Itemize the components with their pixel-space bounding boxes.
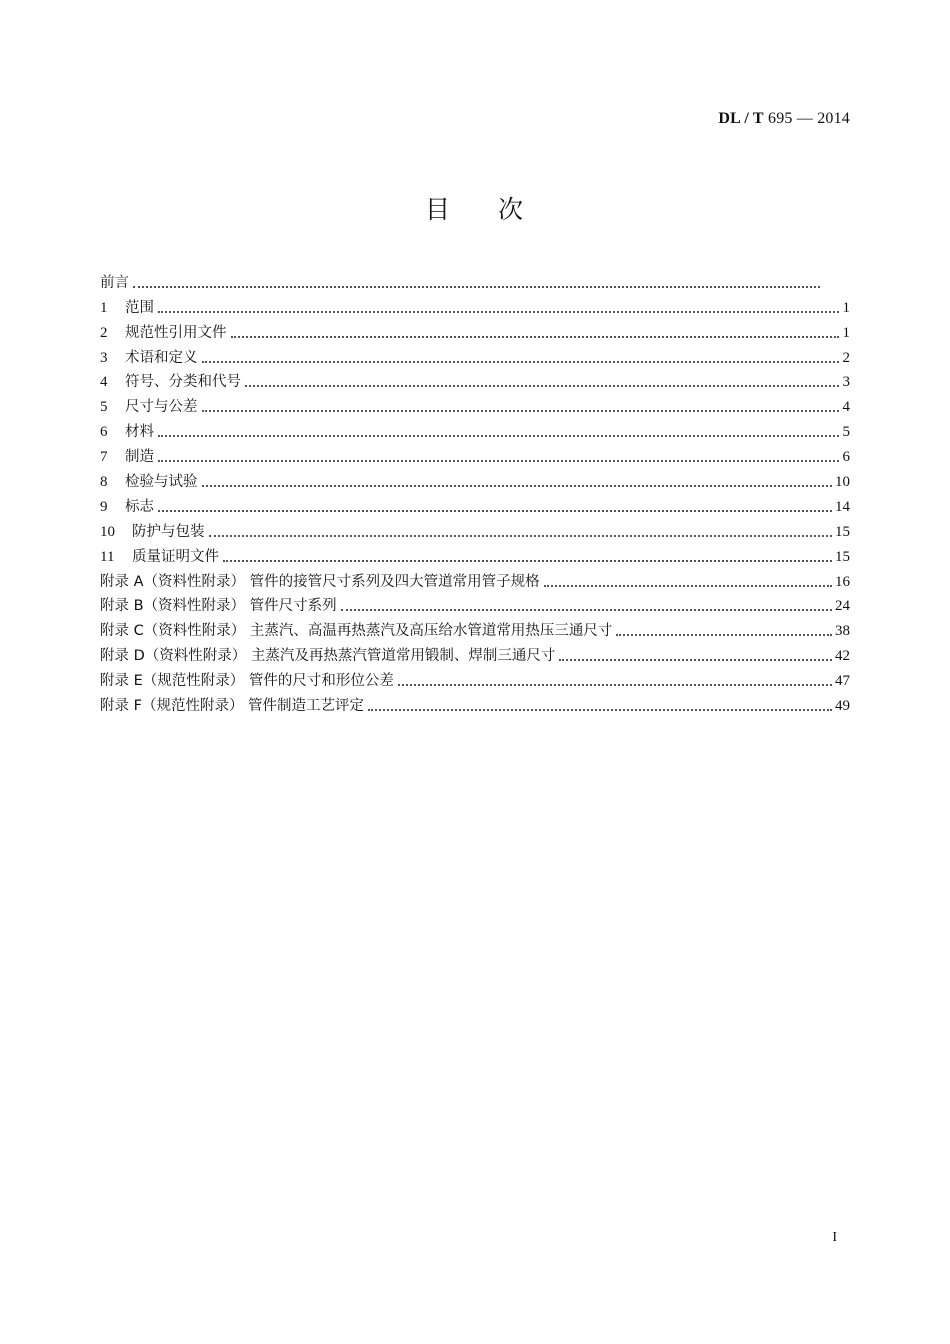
toc-entry-title: 标志	[125, 498, 154, 515]
toc-entry-page: 4	[842, 399, 850, 416]
toc-entry-number: 4	[100, 374, 108, 391]
toc-dot-leader	[223, 560, 832, 562]
toc-entry-number: 8	[100, 474, 108, 491]
toc-entry[interactable]	[100, 616, 850, 641]
toc-entry[interactable]	[100, 542, 850, 567]
toc-entry-number: 6	[100, 424, 108, 441]
toc-entry-page: 38	[835, 623, 850, 640]
toc-entry[interactable]	[100, 641, 850, 666]
toc-entry[interactable]	[100, 592, 850, 617]
toc-entry[interactable]	[100, 343, 850, 368]
toc-entry-number: 11	[100, 548, 115, 565]
toc-entry[interactable]	[100, 318, 850, 343]
page-title-char-2: 次	[498, 195, 526, 224]
toc-entry-label	[100, 497, 154, 517]
toc-entry-page: 6	[842, 449, 850, 466]
toc-entry-page: 15	[835, 548, 850, 565]
toc-entry[interactable]	[100, 691, 850, 716]
toc-entry[interactable]	[100, 293, 850, 318]
toc-entry-page: 1	[842, 299, 850, 316]
toc-entry[interactable]	[100, 417, 850, 442]
toc-entry-title: 附录 F（规范性附录） 管件制造工艺评定	[100, 698, 365, 715]
toc-entry-number: 9	[100, 498, 108, 515]
toc-entry-title: 符号、分类和代号	[125, 374, 241, 391]
toc-entry-page: 10	[835, 474, 850, 491]
toc-entry-page: 2	[842, 349, 850, 366]
toc-dot-leader	[202, 485, 833, 487]
toc-entry-page: 5	[842, 424, 850, 441]
toc-dot-leader	[559, 659, 832, 661]
toc-entry-label	[100, 596, 337, 616]
toc-entry-number: 1	[100, 299, 108, 316]
toc-entry-number: 3	[100, 349, 108, 366]
toc-entry-page: 1	[842, 324, 850, 341]
toc-dot-leader	[202, 361, 840, 363]
page-title	[0, 190, 950, 226]
toc-entry-label	[100, 323, 227, 343]
toc-entry-label	[100, 696, 364, 716]
toc-entry-number: 7	[100, 449, 108, 466]
toc-dot-leader	[158, 435, 839, 437]
standard-code	[718, 110, 850, 128]
toc-entry[interactable]	[100, 392, 850, 417]
page-number: I	[832, 1230, 837, 1245]
toc-entry-title: 质量证明文件	[132, 548, 219, 565]
toc-entry-label	[100, 671, 394, 691]
toc-dot-leader	[133, 286, 820, 288]
toc-dot-leader	[231, 336, 840, 338]
toc-entry-title: 附录 E（规范性附录） 管件的尺寸和形位公差	[100, 673, 394, 690]
page-title-char-1: 目	[424, 195, 452, 224]
toc-entry[interactable]	[100, 567, 850, 592]
toc-entry-number: 10	[100, 523, 115, 540]
toc-entry-label	[100, 522, 205, 542]
toc-entry-label	[100, 273, 129, 293]
toc-entry[interactable]	[100, 666, 850, 691]
toc-entry-title: 附录 B（资料性附录） 管件尺寸系列	[100, 598, 337, 615]
toc-entry-page: 14	[835, 498, 850, 515]
toc-entry-label	[100, 372, 241, 392]
toc-dot-leader	[158, 311, 839, 313]
toc-entry-label	[100, 422, 154, 442]
toc-dot-leader	[158, 510, 832, 512]
toc-dot-leader	[209, 535, 833, 537]
standard-code-prefix: DL / T	[718, 110, 764, 127]
standard-code-suffix: 695 — 2014	[768, 110, 850, 127]
toc-entry-title: 附录 C（资料性附录） 主蒸汽、高温再热蒸汽及高压给水管道常用热压三通尺寸	[100, 623, 613, 640]
toc-entry[interactable]	[100, 442, 850, 467]
toc-entry-page: 47	[835, 673, 850, 690]
toc-entry[interactable]	[100, 517, 850, 542]
toc-dot-leader	[616, 634, 832, 636]
toc-entry[interactable]	[100, 492, 850, 517]
toc-entry-label	[100, 621, 612, 641]
toc-entry-label	[100, 348, 198, 368]
toc-entry-label	[100, 547, 219, 567]
toc-entry-title: 制造	[125, 449, 154, 466]
toc-entry-label	[100, 646, 555, 666]
toc-entry-number: 2	[100, 324, 108, 341]
toc-dot-leader	[544, 585, 832, 587]
toc-entry-page: 42	[835, 648, 850, 665]
table-of-contents	[100, 268, 850, 716]
toc-entry-title: 材料	[125, 424, 154, 441]
toc-entry-page: 24	[835, 598, 850, 615]
toc-entry-title: 术语和定义	[125, 349, 198, 366]
toc-entry-title: 防护与包装	[132, 523, 205, 540]
toc-entry-label	[100, 447, 154, 467]
toc-entry-title: 范围	[125, 299, 154, 316]
toc-entry-page: 15	[835, 523, 850, 540]
toc-dot-leader	[368, 709, 832, 711]
toc-dot-leader	[202, 410, 840, 412]
toc-dot-leader	[245, 385, 839, 387]
toc-entry-page: 3	[842, 374, 850, 391]
toc-dot-leader	[158, 460, 839, 462]
toc-entry[interactable]	[100, 368, 850, 393]
toc-entry-label	[100, 572, 540, 592]
toc-entry-label	[100, 397, 198, 417]
toc-dot-leader	[341, 609, 832, 611]
toc-entry-title: 尺寸与公差	[125, 399, 198, 416]
toc-entry-page: 49	[835, 698, 850, 715]
toc-entry[interactable]	[100, 467, 850, 492]
toc-entry-title: 规范性引用文件	[125, 324, 227, 341]
toc-entry-label	[100, 298, 154, 318]
toc-entry-title: 前言	[100, 274, 129, 291]
toc-entry-number: 5	[100, 399, 108, 416]
toc-entry-page: 16	[835, 573, 850, 590]
toc-entry-title: 附录 D（资料性附录） 主蒸汽及再热蒸汽管道常用锻制、焊制三通尺寸	[100, 648, 556, 665]
toc-entry-title: 附录 A（资料性附录） 管件的接管尺寸系列及四大管道常用管子规格	[100, 573, 540, 590]
toc-entry-title: 检验与试验	[125, 474, 198, 491]
toc-entry-label	[100, 472, 198, 492]
toc-dot-leader	[398, 684, 832, 686]
toc-entry[interactable]	[100, 268, 850, 293]
